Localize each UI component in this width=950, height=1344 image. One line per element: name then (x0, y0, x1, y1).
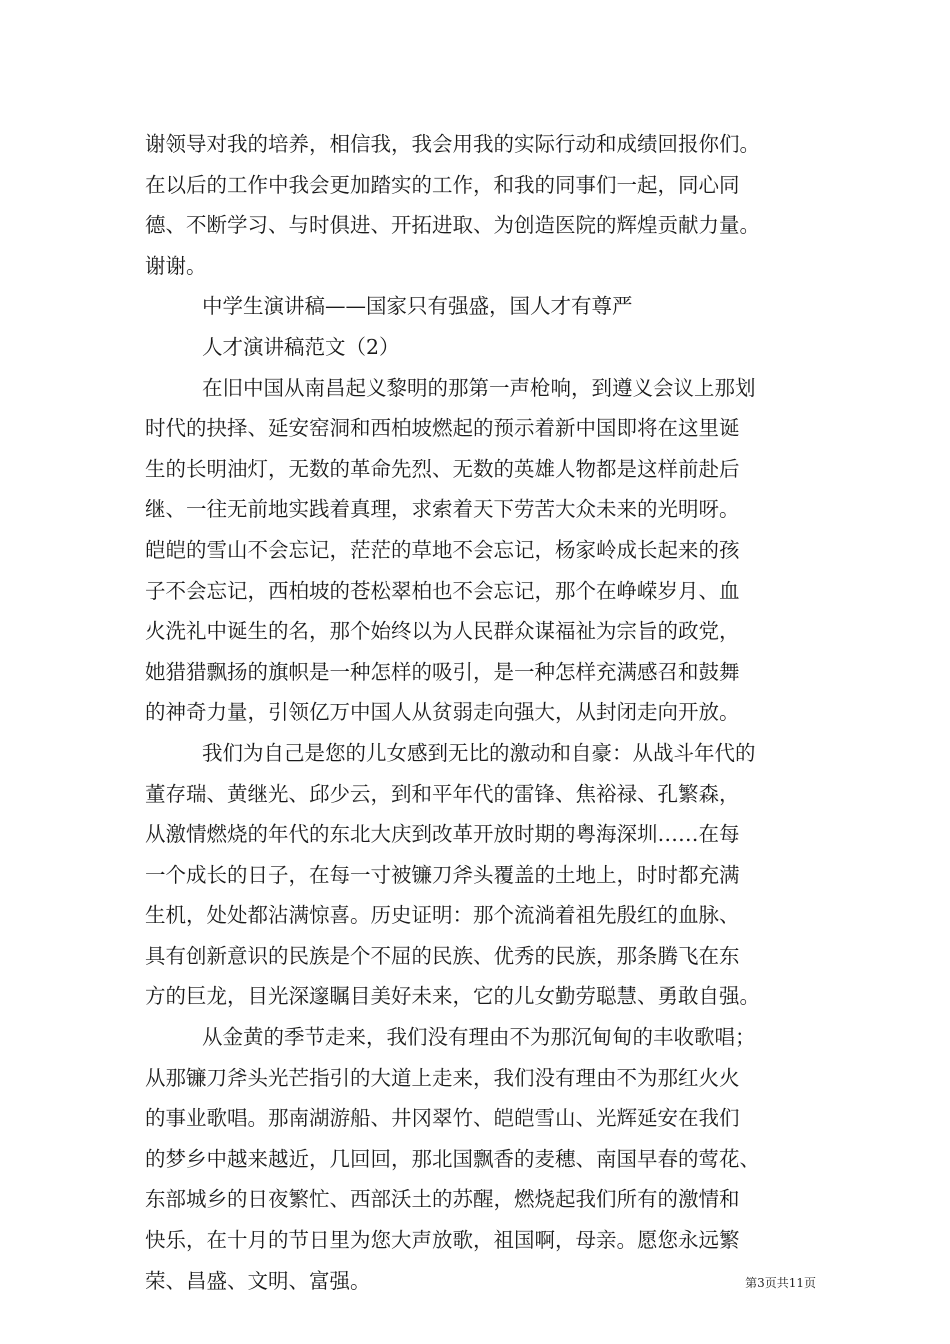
text-line: 从激情燃烧的年代的东北大庆到改革开放时期的粤海深圳……在每 (145, 822, 740, 847)
text-line: 在以后的工作中我会更加踏实的工作，和我的同事们一起，同心同 (145, 172, 740, 197)
text-line: 的事业歌唱。那南湖游船、井冈翠竹、皑皑雪山、光辉延安在我们 (145, 1106, 740, 1131)
text-line: 子不会忘记，西柏坡的苍松翠柏也不会忘记，那个在峥嵘岁月、血 (145, 578, 740, 603)
text-line: 皑皑的雪山不会忘记，茫茫的草地不会忘记，杨家岭成长起来的孩 (145, 537, 740, 562)
text-line: 谢谢。 (145, 253, 207, 278)
text-line: 的神奇力量，引领亿万中国人从贫弱走向强大，从封闭走向开放。 (145, 700, 740, 725)
text-line: 一个成长的日子，在每一寸被镰刀斧头覆盖的土地上，时时都充满 (145, 862, 740, 887)
text-line: 生机，处处都沾满惊喜。历史证明：那个流淌着祖先殷红的血脉、 (145, 903, 740, 928)
text-line: 具有创新意识的民族是个不屈的民族、优秀的民族，那条腾飞在东 (145, 943, 740, 968)
text-line: 德、不断学习、与时俱进、开拓进取、为创造医院的辉煌贡献力量。 (145, 213, 760, 238)
text-line: 时代的抉择、延安窑洞和西柏坡燃起的预示着新中国即将在这里诞 (145, 416, 740, 441)
text-line: 方的巨龙，目光深邃瞩目美好未来，它的儿女勤劳聪慧、勇敢自强。 (145, 984, 760, 1009)
text-line: 她猎猎飘扬的旗帜是一种怎样的吸引，是一种怎样充满感召和鼓舞 (145, 659, 740, 684)
text-line: 快乐，在十月的节日里为您大声放歌，祖国啊，母亲。愿您永远繁 (145, 1228, 740, 1253)
text-line: 火洗礼中诞生的名，那个始终以为人民群众谋福祉为宗旨的政党， (145, 619, 740, 644)
text-line: 董存瑞、黄继光、邱少云，到和平年代的雷锋、焦裕禄、孔繁森， (145, 781, 740, 806)
text-line: 我们为自己是您的儿女感到无比的激动和自豪：从战斗年代的 (202, 740, 756, 765)
document-body (145, 124, 817, 1301)
text-line: 的梦乡中越来越近，几回回，那北国飘香的麦穗、南国早春的莺花、 (145, 1146, 760, 1171)
text-line: 从那镰刀斧头光芒指引的大道上走来，我们没有理由不为那红火火 (145, 1065, 740, 1090)
text-line: 继、一往无前地实践着真理，求索着天下劳苦大众未来的光明呀。 (145, 497, 740, 522)
page-number-footer: 第3页共11页 (745, 1276, 816, 1290)
text-line: 中学生演讲稿——国家只有强盛，国人才有尊严 (202, 294, 633, 319)
text-line: 生的长明油灯，无数的革命先烈、无数的英雄人物都是这样前赴后 (145, 456, 740, 481)
text-line: 谢领导对我的培养，相信我，我会用我的实际行动和成绩回报你们。 (145, 132, 760, 156)
text-line: 从金黄的季节走来，我们没有理由不为那沉甸甸的丰收歌唱； (202, 1025, 756, 1050)
text-line: 荣、昌盛、文明、富强。 (145, 1268, 371, 1293)
text-line: 东部城乡的日夜繁忙、西部沃土的苏醒，燃烧起我们所有的激情和 (145, 1187, 740, 1212)
text-line: 人才演讲稿范文（2） (202, 334, 400, 359)
text-line: 在旧中国从南昌起义黎明的那第一声枪响，到遵义会议上那划 (202, 375, 756, 400)
